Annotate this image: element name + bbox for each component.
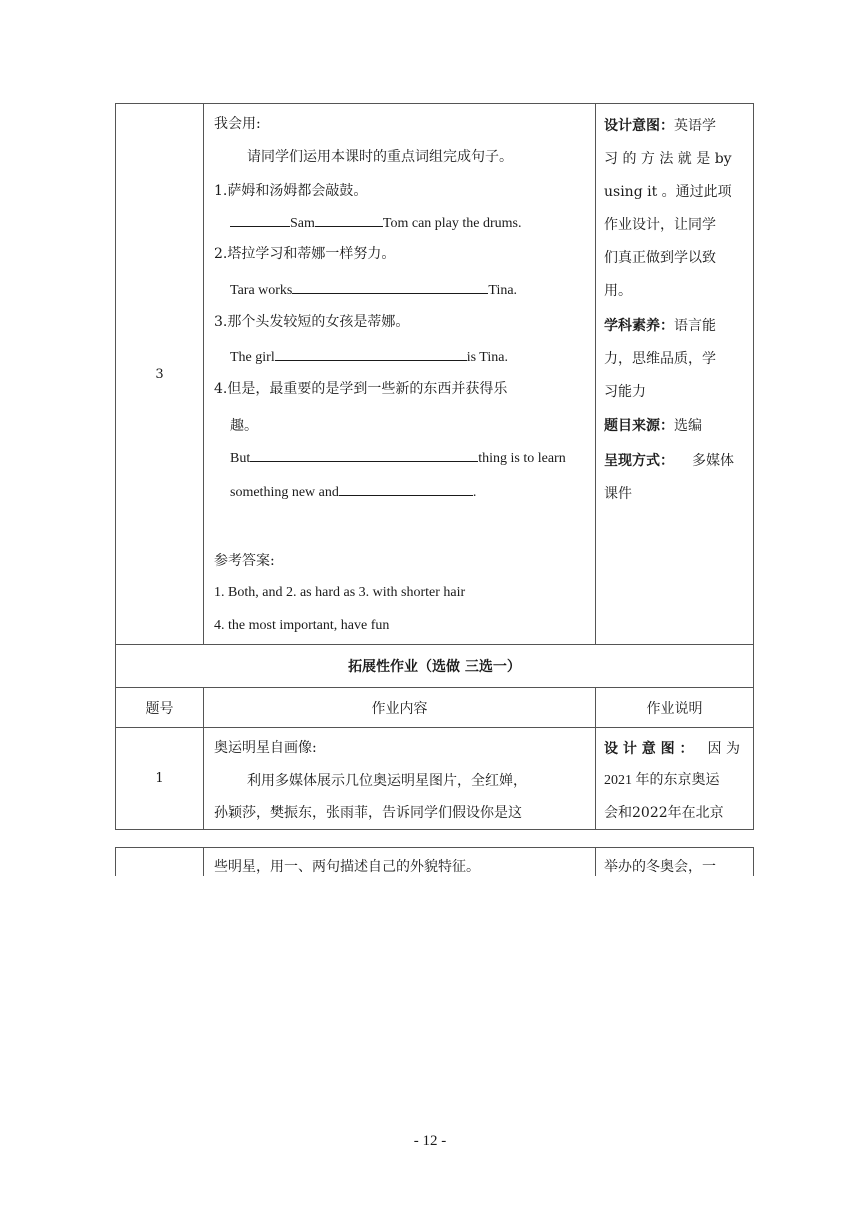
- answer-line-1: 1. Both, and 2. as hard as 3. with shorter hair: [214, 585, 466, 600]
- continuation-table: [115, 847, 754, 876]
- task-text: 孙颖莎，樊振东，张雨菲，告诉同学们假设你是这: [214, 805, 522, 821]
- answer-title: 参考答案:: [214, 553, 275, 569]
- question-1-chinese: 1.萨姆和汤姆都会敲鼓。: [214, 183, 368, 199]
- homework-table: [115, 103, 754, 830]
- table-row: [116, 104, 753, 645]
- answer-line-2: 4. the most important, have fun: [214, 618, 390, 633]
- subject-literacy: 学科素养：语言能: [604, 318, 716, 334]
- design-text: 们真正做到学以致: [604, 250, 716, 266]
- row-number: 1: [116, 728, 204, 829]
- description-cell: [596, 848, 753, 876]
- design-text: 举办的冬奥会，一: [604, 859, 716, 875]
- question-3-english: The girl is Tina.: [230, 346, 508, 368]
- answer-blank[interactable]: [275, 346, 467, 361]
- description-cell: [596, 728, 753, 829]
- row-number-cell: [116, 848, 204, 876]
- content-cell: [204, 848, 596, 876]
- literacy-text: 力，思维品质，学: [604, 351, 716, 367]
- content-cell: [204, 728, 596, 829]
- table-row: [116, 728, 753, 829]
- answer-blank[interactable]: [292, 279, 488, 294]
- description-cell: [596, 104, 753, 644]
- page-number: - 12 -: [413, 1133, 447, 1149]
- question-4-chinese: 4.但是，最重要的是学到一些新的东西并获得乐: [214, 381, 508, 397]
- answer-blank[interactable]: [339, 481, 473, 496]
- design-intent: 设 计 意 图 ： 因 为: [604, 741, 740, 757]
- header-number: 题号: [116, 688, 204, 727]
- content-cell: [204, 104, 596, 644]
- section-title: 拓展性作业（选做 三选一）: [116, 645, 753, 688]
- design-text: 会和2022年在北京: [604, 805, 724, 821]
- design-text: using it 。通过此项: [604, 184, 732, 200]
- design-intent: 设计意图：英语学: [604, 118, 716, 134]
- answer-blank[interactable]: [250, 447, 478, 462]
- design-text: 习 的 方 法 就 是 by: [604, 151, 732, 167]
- question-4-chinese-cont: 趣。: [230, 418, 258, 434]
- question-4-english: But thing is to learn: [230, 447, 566, 469]
- answer-blank[interactable]: [315, 212, 383, 227]
- literacy-text: 习能力: [604, 384, 646, 400]
- presentation-text: 课件: [604, 486, 632, 502]
- question-2-english: Tara works Tina.: [230, 279, 517, 301]
- task-text: 利用多媒体展示几位奥运明星图片，全红婵，: [247, 773, 527, 789]
- task-text: 些明星，用一、两句描述自己的外貌特征。: [214, 859, 480, 875]
- question-3-chinese: 3.那个头发较短的女孩是蒂娜。: [214, 314, 410, 330]
- header-description: 作业说明: [646, 700, 703, 717]
- design-text: 作业设计，让同学: [604, 217, 716, 233]
- question-1-english: Sam Tom can play the drums.: [230, 212, 522, 234]
- question-2-chinese: 2.塔拉学习和蒂娜一样努力。: [214, 246, 396, 262]
- table-header: [116, 688, 753, 728]
- answer-blank[interactable]: [230, 212, 290, 227]
- task-instruction: 请同学们运用本课时的重点词组完成句子。: [247, 149, 513, 165]
- presentation-mode: 呈现方式： 多媒体: [604, 453, 734, 469]
- question-source: 题目来源：选编: [604, 418, 702, 434]
- task-title: 我会用:: [214, 116, 261, 132]
- design-text: 用。: [604, 283, 632, 299]
- question-4-english-cont: something new and .: [230, 481, 476, 503]
- design-text: 2021 年的东京奥运: [604, 773, 720, 788]
- task-title: 奥运明星自画像:: [214, 740, 317, 756]
- row-number: 3: [116, 104, 204, 644]
- header-content: 作业内容: [204, 688, 596, 727]
